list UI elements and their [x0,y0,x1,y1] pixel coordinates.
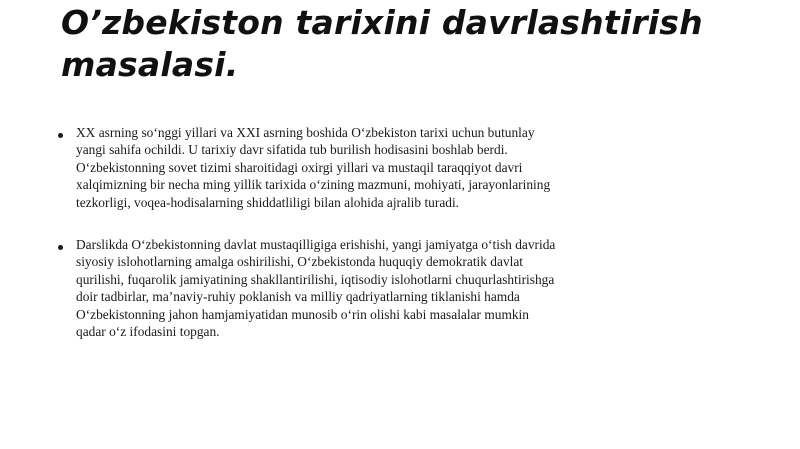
bullet-text: XX asrning so‘nggi yillari va XXI asrning boshida O‘zbekiston tarixi uchun butunlay yangi sahifa ochildi. U tarixiy davr sifatida tub burilish hodisasini boshlab berdi. O‘zbekistonning sovet tizimi sharoitidagi oxirgi yillari va mustaqil taraqqiyot davri xalqimizning bir necha ming yillik tarixida o‘zining mazmuni, mohiyati, jarayonlarining tezkorligi, voqea-hodisalarning shiddatliligi bilan alohida ajralib turadi. [76,125,551,210]
bullet-item [57,236,557,340]
bullet-list [57,124,557,340]
bullet-item [57,124,557,211]
bullet-text: Darslikda O‘zbekistonning davlat mustaqilligiga erishishi, yangi jamiyatga o‘tish davrida siyosiy islohotlarning amalga oshirilishi, O‘zbekistonda huquqiy demokratik davlat qurilishi, fuqarolik jamiyatining shakllantirilishi, iqtisodiy islohotlarni chuqurlashtirishga doir tadbirlar, ma’naviy-ruhiy poklanish va milliy qadriyatlarning tiklanishi hamda O‘zbekistonning jahon hamjamiyatidan munosib o‘rin olishi kabi masalalar mumkin qadar o‘z ifodasini topgan. [76,237,556,340]
slide-title: O’zbekiston tarixini davrlashtirish masalasi. [61,3,703,84]
bullet-dot-icon [58,133,63,138]
bullet-dot-icon [58,245,63,250]
